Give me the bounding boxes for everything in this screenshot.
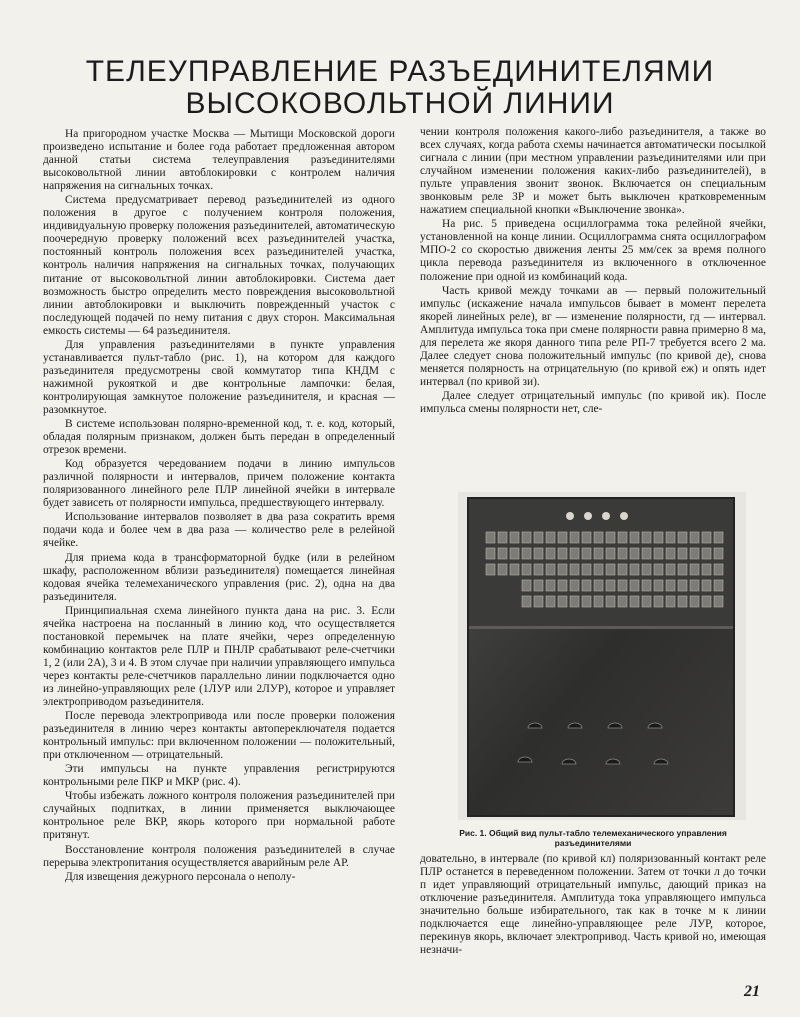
paragraph: В системе использован полярно-временной код, т. е. код, который, обладая полярным признаком, должен быть передан в определенный отрезок времени.: [43, 418, 395, 457]
paragraph: Часть кривой между точками ав — первый положительный импульс (искажение начала импульсов бывает в момент перелета якорей линейных реле), вг — изменение полярности, гд — интервал. Амплитуда импульса тока при смене полярности равна примерно 8 ма, для перелета же якоря данного типа реле РП-7 требуется всего 2 ма. Далее следует снова положительный импульс (по кривой де), снова меняется полярность на отрицательную (по кривой еж) и опять идет интервал (по кривой зи).: [420, 284, 766, 388]
page-number: 21: [744, 983, 760, 1000]
paragraph: Чтобы избежать ложного контроля положения разъединителей при случайных подпитках, в линии применяется выключающее контрольное реле ВКР, якорь которого при нормальной работе притянут.: [43, 790, 395, 842]
paragraph: Для приема кода в трансформаторной будке (или в релейном шкафу, расположенном вблизи разъединителя) помещается линейная кодовая ячейка телемеханического управления (рис. 2), одна на два разъединителя.: [43, 551, 395, 603]
paragraph: Принципиальная схема линейного пункта дана на рис. 3. Если ячейка настроена на посланный в линию код, что осуществляется постановкой перемычек на плате ячейки, через определенную комбинацию контактов реле ПЛР и ПНЛР срабатывают реле-счетчики 1, 2 (или 2А), 3 и 4. В этом случае при наличии управляющего импульса через контакты реле-счетчиков параллельно линии подключается одно из линейно-управляющих реле (1ЛУР или 2ЛУР), которое и управляет электроприводом разъединителя.: [43, 604, 395, 709]
paragraph: Код образуется чередованием подачи в линию импульсов различной полярности и интервалов, причем положение контакта поляризованного линейного реле ПЛР линейной ячейки в интервале будет зависеть от полярности импульса, предшествующего интервалу.: [43, 458, 395, 510]
right-column-bottom: [420, 853, 766, 958]
right-column-top: [420, 126, 766, 417]
article-title: [40, 56, 760, 120]
article-title-line2: ВЫСОКОВОЛЬТНОЙ ЛИНИИ: [185, 87, 615, 120]
paragraph: После перевода электропривода или после проверки положения разъединителя в линию через контакты автопереключателя подается контрольный импульс: при включенном положении — положительный, при отключенном — отрицательный.: [43, 710, 395, 762]
article-title-line1: ТЕЛЕУПРАВЛЕНИЕ РАЗЪЕДИНИТЕЛЯМИ: [85, 55, 715, 88]
paragraph: Восстановление контроля положения разъединителей в случае перерыва электропитания осуществляется аварийным реле АР.: [43, 843, 395, 869]
paragraph: На пригородном участке Москва — Мытищи Московской дороги произведено испытание и более года работает предложенная автором данной статьи система телеуправления разъединителями высоковольтной линии автоблокировки с контролем наличия напряжения на сигнальных точках.: [43, 128, 395, 193]
figure-caption: Рис. 1. Общий вид пульт-табло телемеханического управления разъединителями: [459, 828, 727, 848]
paragraph: Использование интервалов позволяет в два раза сократить время подачи кода и более чем в два раза — количество реле в релейной ячейке.: [43, 511, 395, 550]
paragraph: Эти импульсы на пункте управления регистрируются контрольными реле ПКР и МКР (рис. 4).: [43, 763, 395, 789]
figure-photo: [458, 492, 746, 820]
paragraph: Для извещения дежурного персонала о неполу-: [65, 870, 296, 883]
paragraph: довательно, в интервале (по кривой кл) поляризованный контакт реле ПЛР останется в переведенном положении. Затем от точки л до точки п идет управляющий отрицательный импульс, дающий приказ на отключение разъединителя. Амплитуда тока управляющего импульса значительно больше избирательного, так как в точке м к линии подключается еще линейно-управляющее реле ЛУР, которое, перекинув якорь, включает электропривод. Часть кривой но, имеющая незначи-: [420, 853, 766, 957]
paragraph: Система предусматривает перевод разъединителей из одного положения в другое с получением контроля положения, индивидуальную проверку положения разъединителей, автоматическую поочередную проверку положений всех разъединителей участка, постоянный контроль положения всех разъединителей участка, контроль наличия напряжения на сигнальных точках, получающих питание от высоковольтной линии автоблокировки. Система дает возможность быстро определить место повреждения высоковольтной линии автоблокировки и выключить поврежденный участок с последующей подачей по нему питания с двух сторон. Максимальная емкость системы — 64 разъединителя.: [43, 194, 395, 337]
left-column: [43, 128, 395, 885]
paragraph: чении контроля положения какого-либо разъединителя, а также во всех случаях, когда работа схемы начинается автоматически посылкой сигнала с линии (при местном управлении разъединителями или при случайном изменении положения каких-либо разъединителей), в пульте управления звонит звонок. Включается он специальным звонковым реле ЗР и может быть выключен кратковременным нажатием специальной кнопки «Выключение звонка».: [420, 126, 766, 217]
control-panel-photo: [458, 492, 746, 820]
paragraph: Далее следует отрицательный импульс (по кривой ик). После импульса смены полярности нет, сле-: [420, 389, 766, 415]
paragraph: Для управления разъединителями в пункте управления устанавливается пульт-табло (рис. 1), на котором для каждого разъединителя предусмотрены свой коммутатор типа КНДМ с нажимной рукояткой и две контрольные лампочки: белая, контролирующая замкнутое положение разъединителя, и красная — разомкнутое.: [43, 338, 395, 416]
paragraph: На рис. 5 приведена осциллограмма тока релейной ячейки, установленной на конце линии. Осциллограмма снята осциллографом МПО-2 со скоростью движения ленты 25 мм/сек за время полного цикла перевода разъединителя из включенного в отключенное положение при одной из комбинаций кода.: [420, 218, 766, 283]
